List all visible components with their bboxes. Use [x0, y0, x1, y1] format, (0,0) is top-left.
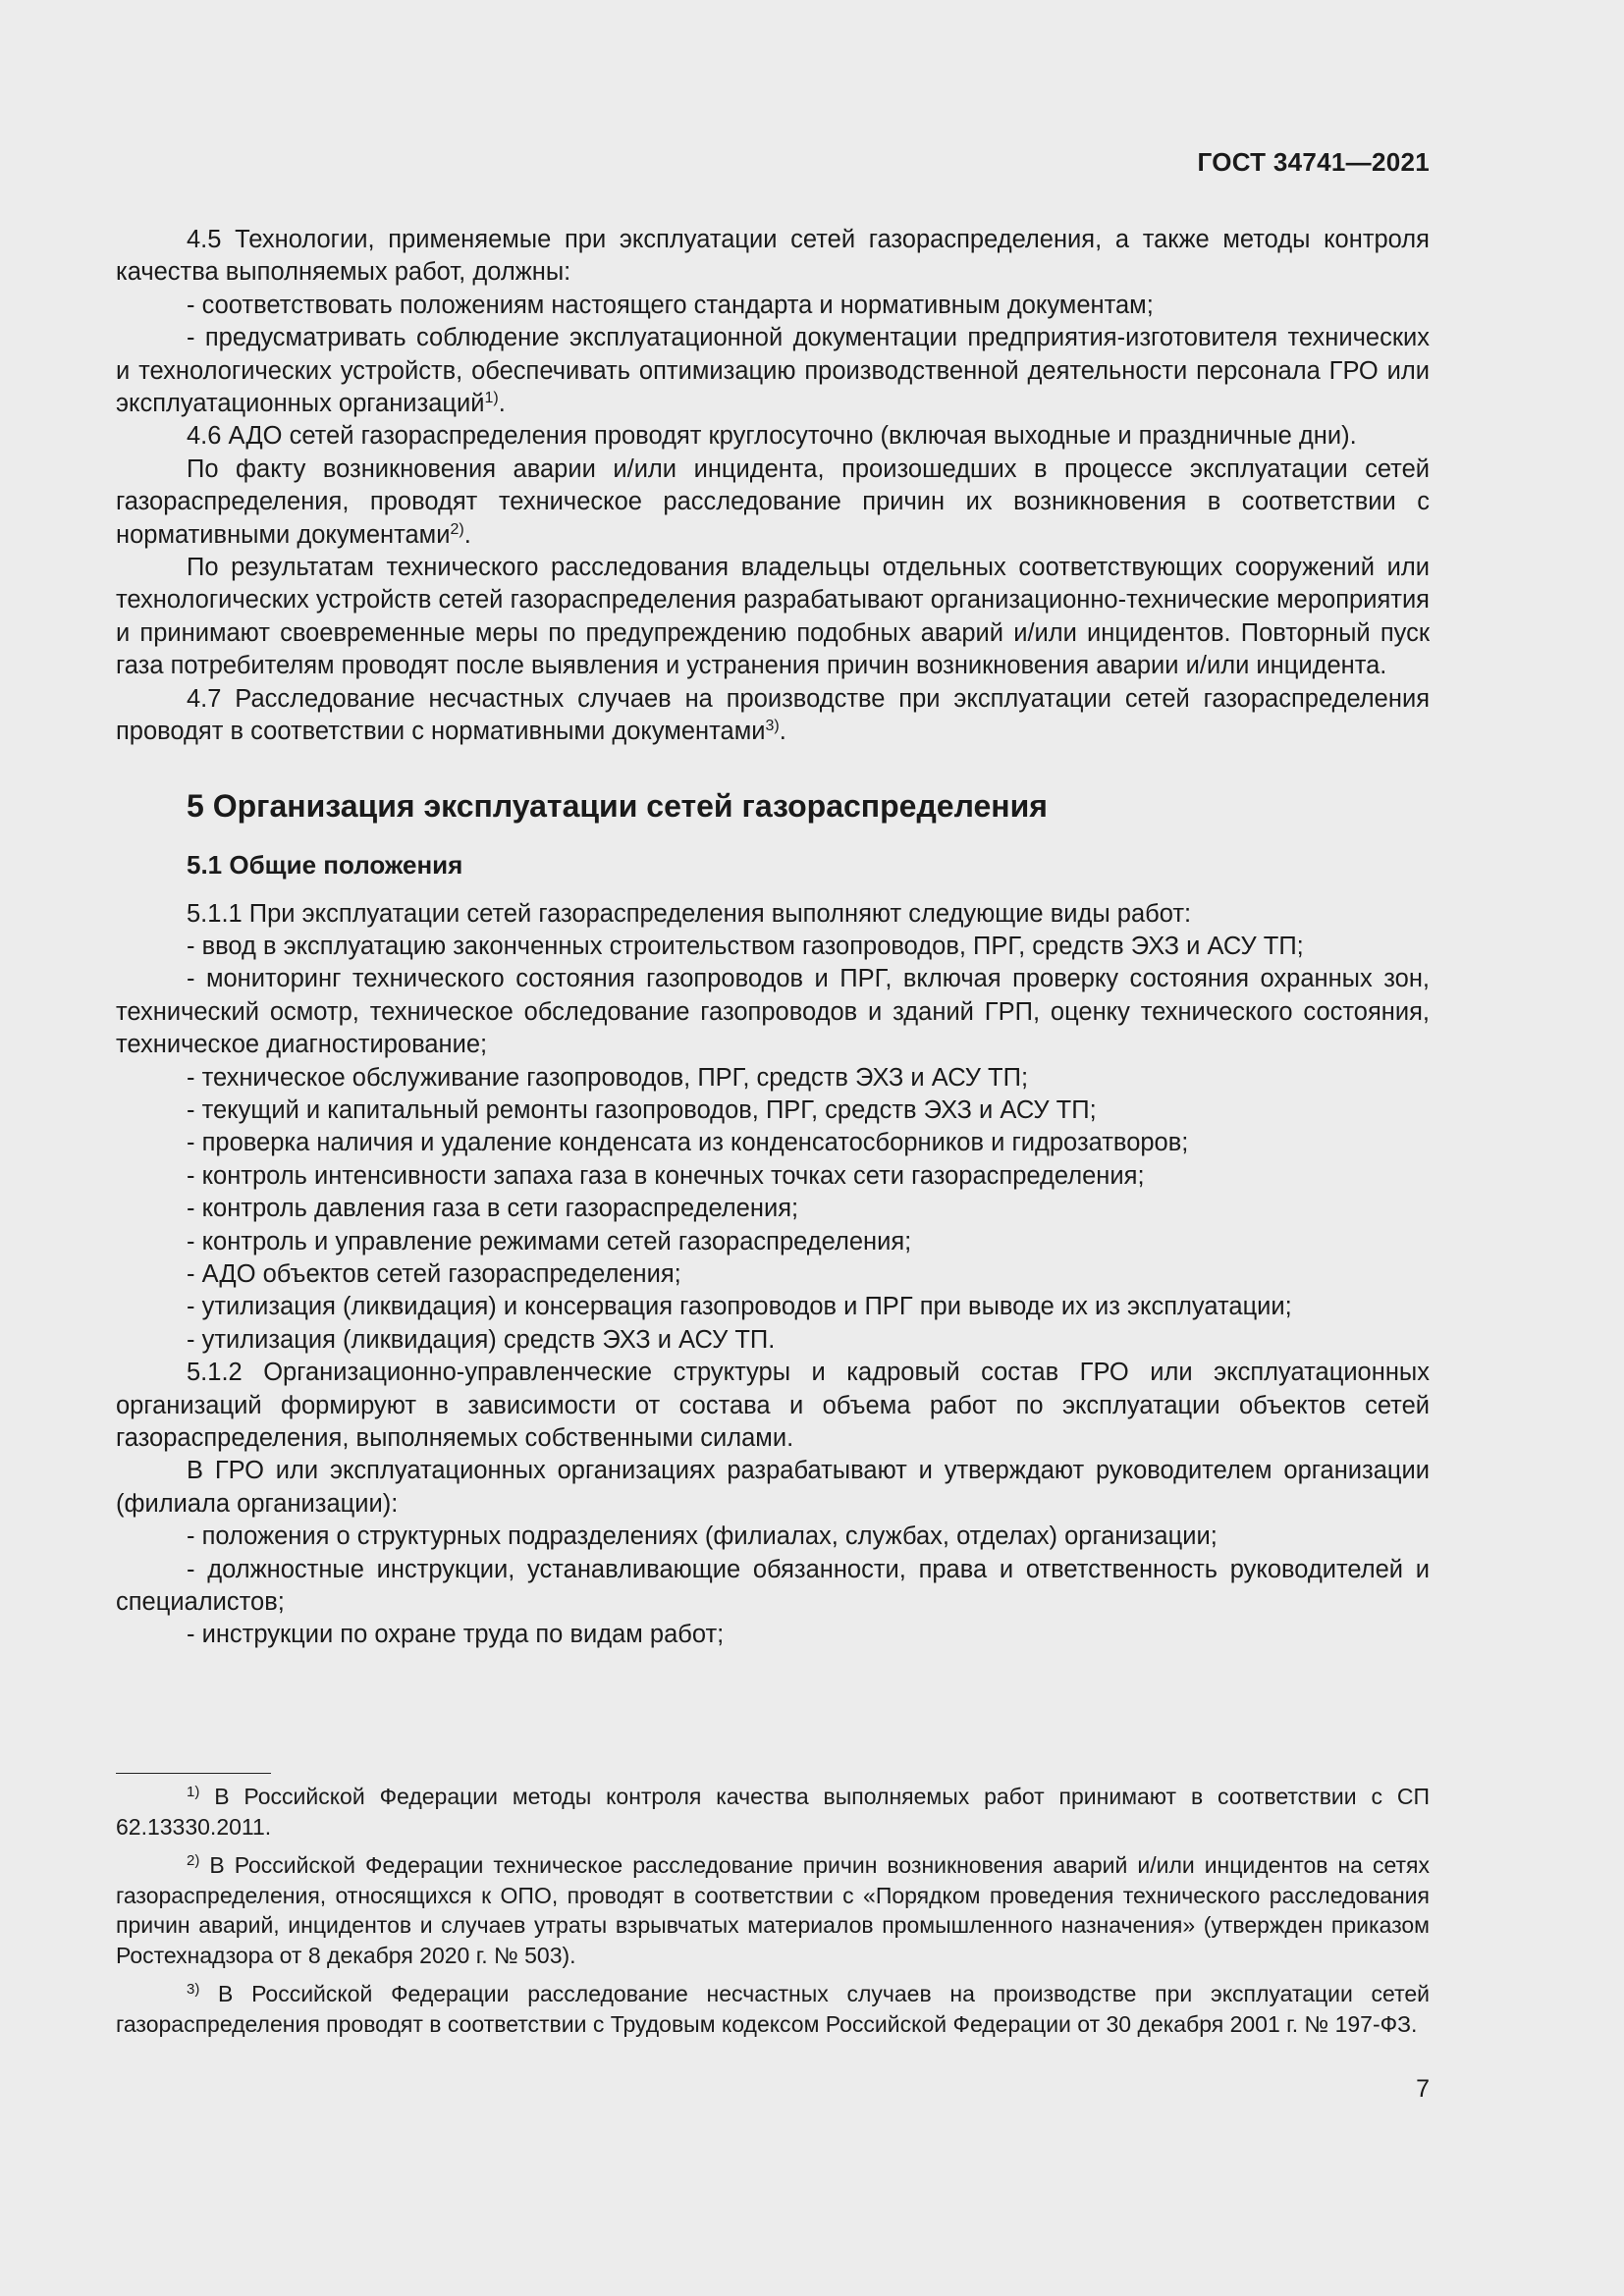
paragraph: [116, 420, 1430, 453]
paragraphs-section-4: [116, 224, 1430, 749]
footnote-marker: 2): [187, 1852, 200, 1869]
footnote-text: В Российской Федерации техническое расследование причин возникновения аварий и/или инцидентов на сетях газораспределения, относящихся к ОПО, проводят в соответствии с «Порядком проведения технического расследования причин аварий, инцидентов и случаев утраты взрывчатых материалов промышленного назначения» (утвержден приказом Ростехнадзора от 8 декабря 2020 г. № 503).: [116, 1852, 1430, 1968]
list-item: [116, 1226, 1430, 1258]
paragraph: [116, 224, 1430, 290]
list-item: [116, 1258, 1430, 1291]
standard-designation: ГОСТ 34741—2021: [1197, 147, 1430, 177]
paragraph-text: - АДО объектов сетей газораспределения;: [187, 1259, 681, 1288]
paragraph-text: - инструкции по охране труда по видам работ;: [187, 1621, 725, 1649]
paragraph: [116, 454, 1430, 552]
paragraph: [116, 1455, 1430, 1521]
paragraph-text: 4.6 АДО сетей газораспределения проводят круглосуточно (включая выходные и праздничные дни).: [187, 422, 1357, 451]
list-item: [116, 1291, 1430, 1323]
list-item: [116, 1619, 1430, 1651]
footnote: [116, 1979, 1430, 2039]
footnote-ref: 1): [484, 390, 499, 407]
paragraph-text: - положения о структурных подразделениях (филиалах, службах, отделах) организации;: [187, 1522, 1218, 1551]
footnotes: [116, 1773, 1430, 2048]
paragraph-text: По факту возникновения аварии и/или инцидента, произошедших в процессе эксплуатации сетей газораспределения, проводят техническое расследование причин их возникновения в соответствии с нормативными документами: [116, 454, 1430, 549]
list-item: [116, 931, 1430, 963]
footnote-ref: 2): [450, 520, 464, 538]
paragraph-text: - соответствовать положениям настоящего стандарта и нормативным документам;: [187, 291, 1154, 319]
footnote-ref: 3): [765, 718, 780, 735]
footnote-marker: 3): [187, 1981, 200, 1998]
paragraph: [116, 683, 1430, 749]
section-heading: 5 Организация эксплуатации сетей газораспределения: [187, 787, 1048, 824]
paragraph-text: - ввод в эксплуатацию законченных строительством газопроводов, ПРГ, средств ЭХЗ и АСУ ТП;: [187, 932, 1304, 960]
list-item: [116, 1160, 1430, 1193]
paragraph-text: - техническое обслуживание газопроводов, ПРГ, средств ЭХЗ и АСУ ТП;: [187, 1063, 1029, 1092]
paragraph: [116, 898, 1430, 931]
subsection-heading: 5.1 Общие положения: [187, 849, 463, 880]
paragraph-text: - утилизация (ликвидация) и консервация газопроводов и ПРГ при выводе их из эксплуатации;: [187, 1293, 1292, 1321]
paragraph-text: - мониторинг технического состояния газопроводов и ПРГ, включая проверку состояния охранных зон, технический осмотр, техническое обследование газопроводов и зданий ГРП, оценку технического состояния, техническое диагностирование;: [116, 965, 1430, 1059]
paragraph-text: - проверка наличия и удаление конденсата из конденсатосборников и гидрозатворов;: [187, 1129, 1189, 1157]
list-item: [116, 290, 1430, 322]
paragraph-text: 4.5 Технологии, применяемые при эксплуатации сетей газораспределения, а также методы контроля качества выполняемых работ, должны:: [116, 226, 1430, 287]
footnote-text: В Российской Федерации расследование несчастных случаев на производстве при эксплуатации сетей газораспределения проводят в соответствии с Трудовым кодексом Российской Федерации от 30 декабря 2001 г. № 197-ФЗ.: [116, 1981, 1430, 2037]
paragraph-text: - предусматривать соблюдение эксплуатационной документации предприятия-изготовителя технических и технологических устройств, обеспечивать оптимизацию производственной деятельности персонала ГРО или эксплуатационных организаций: [116, 324, 1430, 418]
list-item: [116, 1324, 1430, 1357]
footnote-list: [116, 1782, 1430, 2039]
paragraph-text: - текущий и капитальный ремонты газопроводов, ПРГ, средств ЭХЗ и АСУ ТП;: [187, 1095, 1097, 1124]
list-item: [116, 1062, 1430, 1095]
document-body: [116, 224, 1430, 1652]
footnote-marker: 1): [187, 1784, 200, 1800]
paragraph-tail: .: [779, 718, 786, 746]
paragraph-text: В ГРО или эксплуатационных организациях разрабатывают и утверждают руководителем организации (филиала организации):: [116, 1457, 1430, 1518]
paragraph-tail: .: [463, 520, 471, 549]
paragraphs-section-5: [116, 898, 1430, 1652]
paragraph-text: По результатам технического расследования владельцы отдельных соответствующих сооружений или технологических устройств сетей газораспределения разрабатывают организационно-технические мероприятия и принимают своевременные меры по предупреждению подобных аварий и/или инцидентов. Повторный пуск газа потребителям проводят после выявления и устранения причин возникновения аварии и/или инцидента.: [116, 554, 1430, 680]
list-item: [116, 1554, 1430, 1620]
paragraph-text: - контроль и управление режимами сетей газораспределения;: [187, 1227, 912, 1255]
footnote-divider: [116, 1773, 271, 1774]
list-item: [116, 963, 1430, 1061]
paragraph-text: 5.1.1 При эксплуатации сетей газораспределения выполняют следующие виды работ:: [187, 899, 1192, 928]
paragraph-text: - должностные инструкции, устанавливающие обязанности, права и ответственность руководителей и специалистов;: [116, 1555, 1430, 1617]
footnote-text: В Российской Федерации методы контроля качества выполняемых работ принимают в соответствии с СП 62.13330.2011.: [116, 1784, 1430, 1840]
list-item: [116, 1193, 1430, 1225]
paragraph-text: - утилизация (ликвидация) средств ЭХЗ и АСУ ТП.: [187, 1325, 776, 1354]
paragraph: [116, 1357, 1430, 1455]
paragraph: [116, 552, 1430, 683]
paragraph-text: 5.1.2 Организационно-управленческие структуры и кадровый состав ГРО или эксплуатационных организаций формируют в зависимости от состава и объема работ по эксплуатации объектов сетей газораспределения, выполняемых собственными силами.: [116, 1359, 1430, 1452]
list-item: [116, 1521, 1430, 1553]
page-number: 7: [1416, 2075, 1430, 2103]
list-item: [116, 1095, 1430, 1127]
list-item: [116, 1127, 1430, 1159]
paragraph-text: - контроль давления газа в сети газораспределения;: [187, 1195, 799, 1223]
footnote: [116, 1782, 1430, 1842]
paragraph-text: - контроль интенсивности запаха газа в конечных точках сети газораспределения;: [187, 1161, 1145, 1190]
footnote: [116, 1850, 1430, 1970]
paragraph-tail: .: [498, 390, 506, 418]
paragraph-text: 4.7 Расследование несчастных случаев на производстве при эксплуатации сетей газораспределения проводят в соответствии с нормативными документами: [116, 684, 1430, 746]
list-item: [116, 322, 1430, 420]
